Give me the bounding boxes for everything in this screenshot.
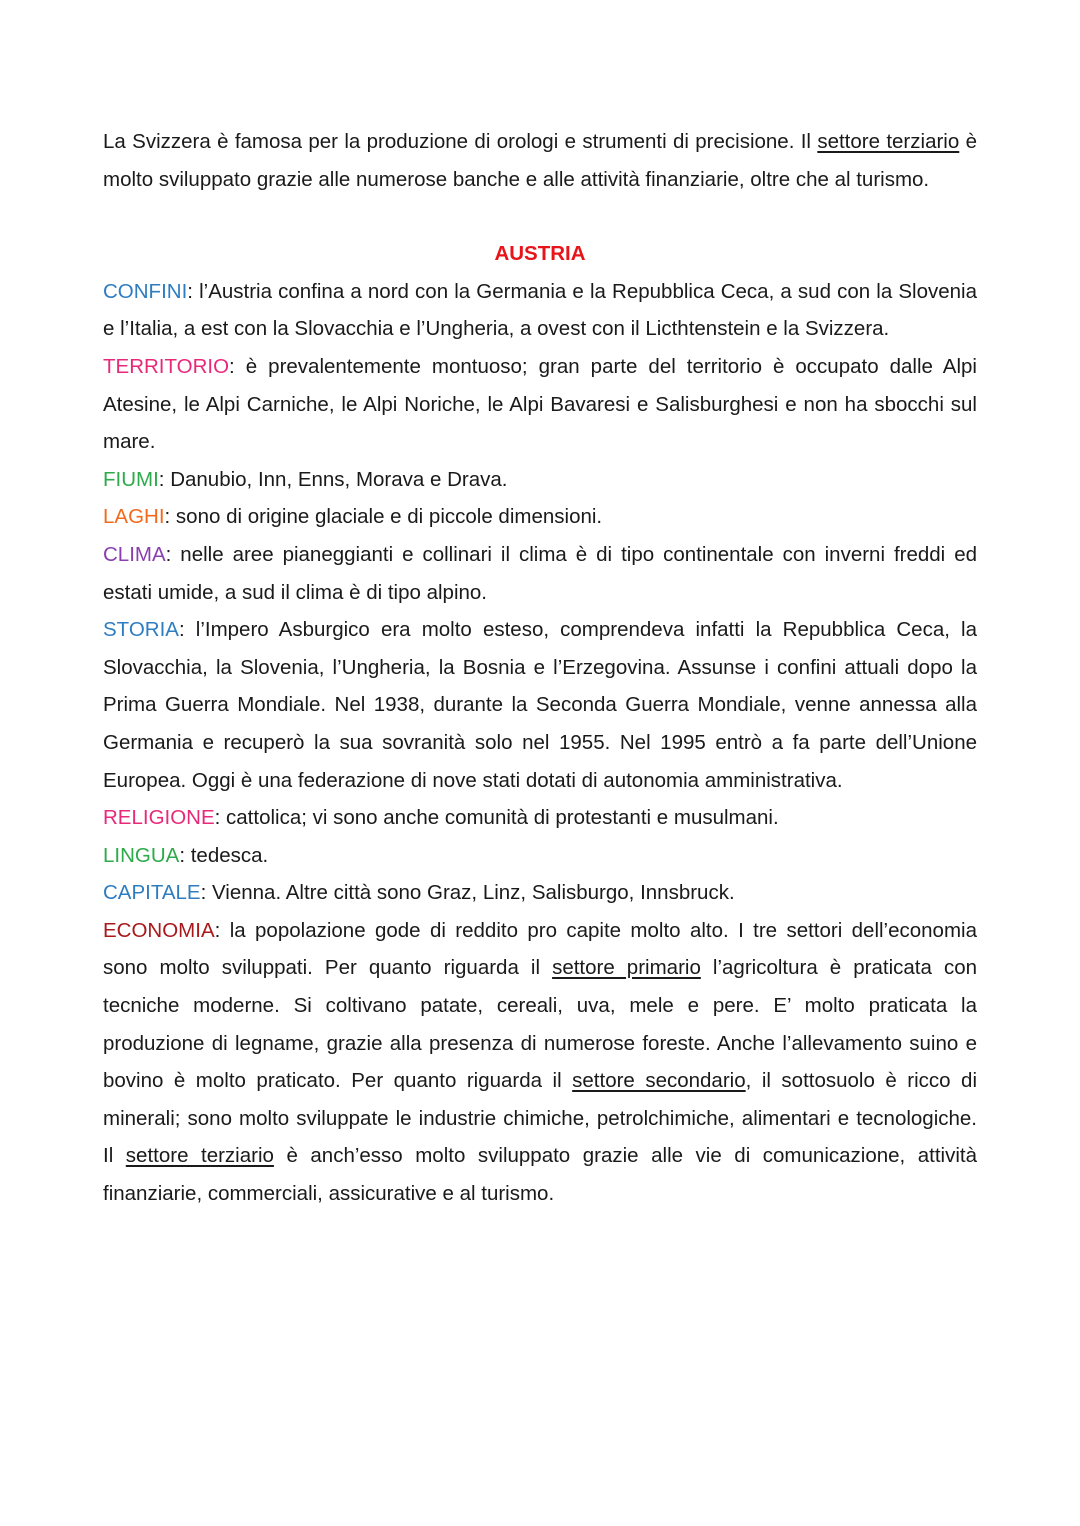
laghi-text: : sono di origine glaciale e di piccole dimensioni.: [164, 505, 603, 529]
document-page: [103, 123, 977, 1213]
religione-paragraph: [103, 799, 977, 837]
clima-text: : nelle aree pianeggianti e collinari il clima è di tipo continentale con inverni freddi ed estati umide, a sud il clima è di tipo alpino.: [103, 542, 977, 604]
economia-underlined-primario: settore primario: [552, 956, 701, 980]
economia-text-4: è anch’esso molto sviluppato grazie alle vie di comunicazione, attività finanziarie, commerciali, assicurative e al turismo.: [103, 1144, 978, 1206]
economia-text-1: : la popolazione gode di reddito pro capite molto alto. I tre settori dell’economia sono molto sviluppati. Per quanto riguarda il: [103, 918, 977, 980]
lingua-paragraph: [103, 837, 977, 875]
economia-underlined-terziario: settore terziario: [125, 1144, 274, 1168]
religione-text: : cattolica; vi sono anche comunità di protestanti e musulmani.: [214, 806, 779, 830]
territorio-paragraph: [103, 348, 977, 461]
section-title: AUSTRIA: [494, 242, 586, 266]
fiumi-text: : Danubio, Inn, Enns, Morava e Drava.: [158, 467, 508, 491]
capitale-text: : Vienna. Altre città sono Graz, Linz, Salisburgo, Innsbruck.: [200, 881, 735, 905]
clima-paragraph: [103, 536, 977, 611]
economia-text-3: , il sottosuolo è ricco di minerali; sono molto sviluppate le industrie chimiche, petrolchimiche, alimentari e tecnologiche. Il: [103, 1069, 977, 1168]
economia-underlined-secondario: settore secondario: [572, 1069, 746, 1093]
storia-text: : l’Impero Asburgico era molto esteso, comprendeva infatti la Repubblica Ceca, la Slovacchia, la Slovenia, l’Ungheria, la Bosnia e l’Erzegovina. Assunse i confini attuali dopo la Prima Guerra Mondiale. Nel 1938, durante la Seconda Guerra Mondiale, venne annessa alla Germania e recuperò la sua sovranità solo nel 1955. Nel 1995 entrò a fa parte dell’Unione Europea. Oggi è una federazione di nove stati dotati di autonomia amministrativa.: [103, 618, 977, 792]
capitale-paragraph: [103, 874, 977, 912]
storia-label: STORIA: [103, 618, 179, 642]
territorio-label: TERRITORIO: [103, 354, 230, 378]
territorio-text: : è prevalentemente montuoso; gran parte del territorio è occupato dalle Alpi Atesine, le Alpi Carniche, le Alpi Noriche, le Alpi Bavaresi e Salisburghesi e non ha sbocchi sul mare.: [103, 354, 977, 454]
intro-underlined-term: settore terziario: [817, 130, 960, 153]
fiumi-label: FIUMI: [103, 467, 159, 491]
clima-label: CLIMA: [103, 542, 166, 566]
confini-label: CONFINI: [103, 279, 188, 303]
fiumi-paragraph: [103, 461, 977, 499]
intro-text-2: è molto sviluppato grazie alle numerose banche e alle attività finanziarie, oltre che al turismo.: [103, 130, 977, 191]
religione-label: RELIGIONE: [103, 806, 215, 830]
lingua-text: : tedesca.: [179, 843, 269, 867]
confini-text: : l’Austria confina a nord con la Germania e la Repubblica Ceca, a sud con la Slovenia e l’Italia, a est con la Slovacchia e l’Ungheria, a ovest con il Licthtenstein e la Svizzera.: [103, 279, 977, 341]
storia-paragraph: [103, 611, 977, 799]
economia-label: ECONOMIA: [103, 918, 215, 942]
intro-text-1: La Svizzera è famosa per la produzione di orologi e strumenti di precisione. Il: [103, 130, 818, 153]
laghi-label: LAGHI: [103, 505, 165, 529]
intro-paragraph: [103, 123, 977, 198]
capitale-label: CAPITALE: [103, 881, 201, 905]
laghi-paragraph: [103, 498, 977, 536]
lingua-label: LINGUA: [103, 843, 180, 867]
economia-text-2: l’agricoltura è praticata con tecniche moderne. Si coltivano patate, cereali, uva, mele e pere. E’ molto praticata la produzione di legname, grazie alla presenza di numerose foreste. Anche l’allevamento suino e bovino è molto praticato. Per quanto riguarda il: [103, 956, 977, 1093]
economia-paragraph: [103, 912, 977, 1213]
confini-paragraph: [103, 273, 977, 348]
